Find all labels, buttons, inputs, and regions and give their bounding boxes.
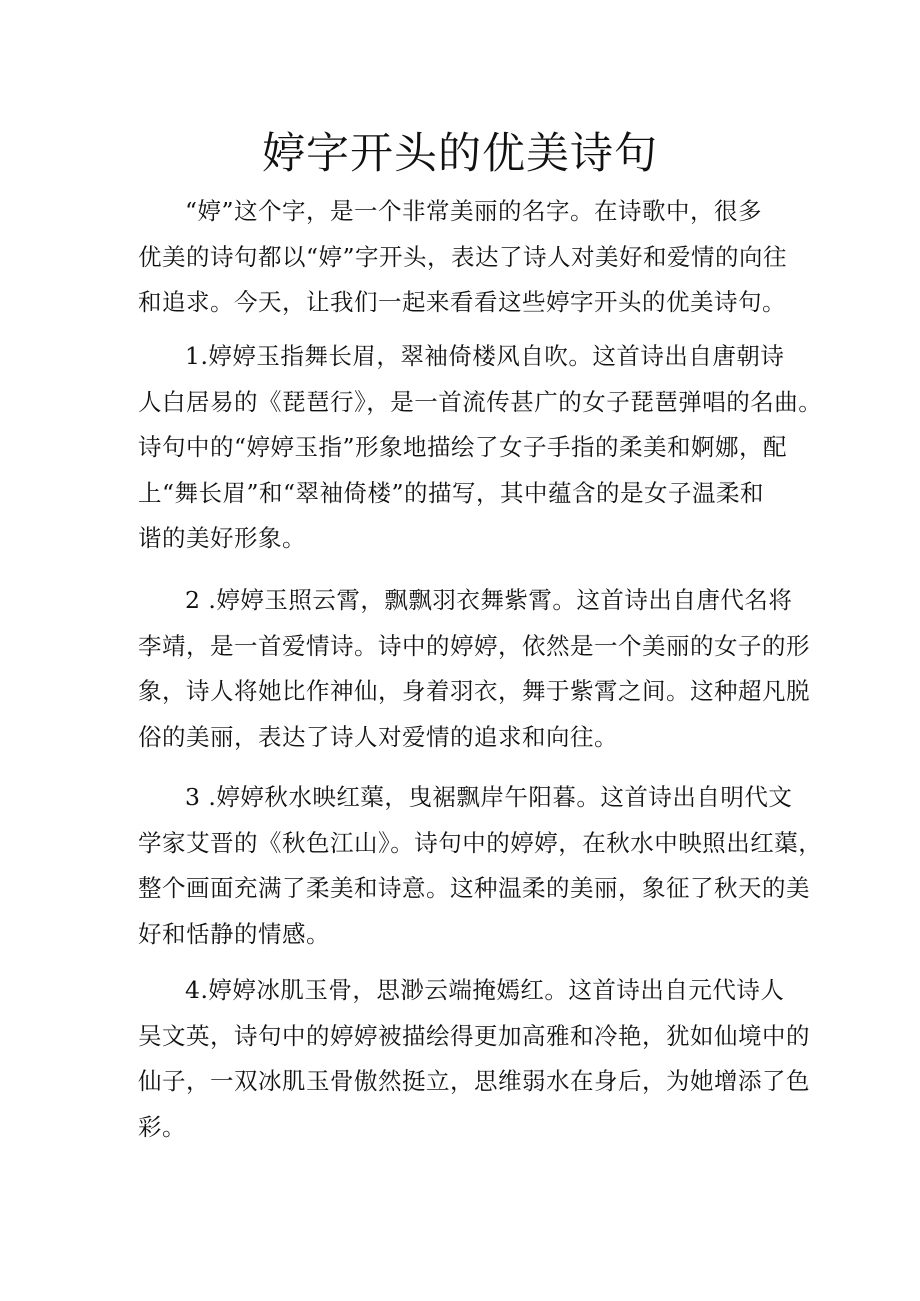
- paragraph-line: 和追求。今天，让我们一起来看看这些婷字开头的优美诗句。: [138, 288, 786, 316]
- paragraph-intro: [138, 189, 788, 326]
- document-title: 婷字开头的优美诗句: [262, 129, 658, 179]
- paragraph-item-4: [138, 968, 810, 1150]
- paragraph-line: 诗句中的“婷婷玉指”形象地描绘了女子手指的柔美和婀娜，配: [138, 433, 788, 461]
- paragraph-line: 俗的美丽，表达了诗人对爱情的追求和向往。: [138, 722, 618, 751]
- paragraph-line: 3 .婷婷秋水映红蕖，曳裾飘岸午阳暮。这首诗出自明代文: [185, 783, 793, 811]
- paragraph-line: 优美的诗句都以“婷”字开头，表达了诗人对美好和爱情的向往: [138, 242, 788, 271]
- paragraph-line: 象，诗人将她比作神仙，身着羽衣，舞于紫霄之间。这种超凡脱: [138, 677, 810, 705]
- paragraph-line: 李靖，是一首爱情诗。诗中的婷婷，依然是一个美丽的女子的形: [138, 631, 810, 660]
- paragraph-line: 4.婷婷冰肌玉骨，思渺云端掩嫣红。这首诗出自元代诗人: [185, 976, 785, 1004]
- paragraph-item-2: [138, 578, 810, 760]
- paragraph-line: 整个画面充满了柔美和诗意。这种温柔的美丽，象征了秋天的美: [138, 874, 810, 902]
- paragraph-line: 仙子，一双冰肌玉骨傲然挺立，思维弱水在身后，为她增添了色: [138, 1067, 810, 1095]
- paragraph-line: 吴文英，诗句中的婷婷被描绘得更加高雅和冷艳，犹如仙境中的: [138, 1021, 810, 1050]
- paragraph-item-3: [138, 775, 823, 957]
- paragraph-line: 谐的美好形象。: [138, 524, 306, 552]
- paragraph-line: “婷”这个字，是一个非常美丽的名字。在诗歌中，很多: [185, 197, 763, 225]
- paragraph-line: 上“舞长眉”和“翠袖倚楼”的描写，其中蕴含的是女子温柔和: [138, 478, 765, 507]
- paragraph-line: 2 .婷婷玉照云霄，飘飘羽衣舞紫霄。这首诗出自唐代名将: [185, 586, 793, 614]
- paragraph-line: 1.婷婷玉指舞长眉，翠袖倚楼风自吹。这首诗出自唐朝诗: [185, 342, 785, 370]
- paragraph-line: 学家艾晋的《秋色江山》。诗句中的婷婷，在秋水中映照出红蕖，: [138, 828, 823, 857]
- paragraph-line: 好和恬静的情感。: [138, 919, 330, 948]
- paragraph-line: 人白居易的《琵琶行》，是一首流传甚广的女子琵琶弹唱的名曲。: [138, 387, 823, 416]
- paragraph-line: 彩。: [138, 1112, 186, 1141]
- paragraph-item-1: [138, 334, 823, 562]
